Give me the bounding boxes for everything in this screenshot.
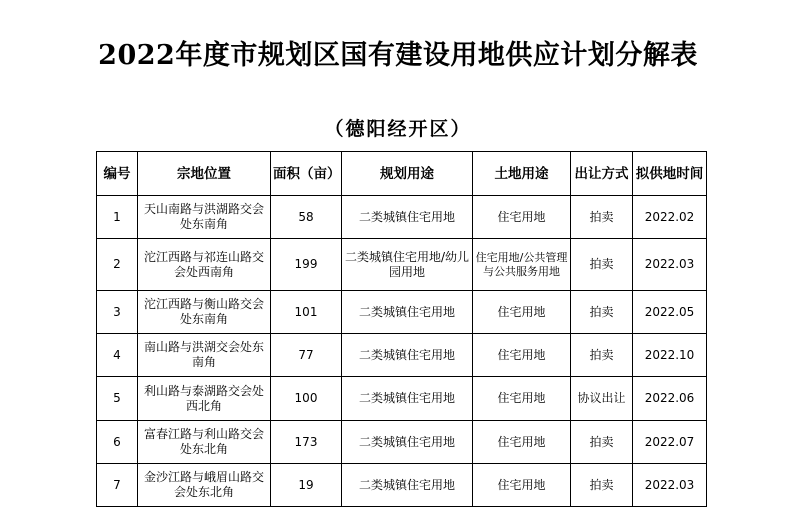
- header-no: 编号: [97, 152, 138, 196]
- cell-planning-use: 二类城镇住宅用地: [342, 196, 473, 239]
- cell-method: 拍卖: [571, 464, 633, 507]
- table-row: [97, 377, 707, 421]
- cell-area: 199: [271, 239, 342, 291]
- cell-no: 6: [97, 421, 138, 464]
- cell-method: 拍卖: [571, 239, 633, 291]
- cell-no: 7: [97, 464, 138, 507]
- table-header-row: [97, 152, 707, 196]
- cell-method: 拍卖: [571, 334, 633, 377]
- cell-location: 富春江路与利山路交会处东北角: [138, 421, 271, 464]
- header-land-use: 土地用途: [473, 152, 571, 196]
- table-row: [97, 421, 707, 464]
- header-area: 面积（亩）: [271, 152, 342, 196]
- cell-method: 拍卖: [571, 196, 633, 239]
- cell-planning-use: 二类城镇住宅用地: [342, 421, 473, 464]
- document-title: 2022年度市规划区国有建设用地供应计划分解表: [98, 40, 698, 71]
- cell-planning-use: 二类城镇住宅用地/幼儿园用地: [342, 239, 473, 291]
- cell-planning-use: 二类城镇住宅用地: [342, 464, 473, 507]
- cell-location: 南山路与洪湖交会处东南角: [138, 334, 271, 377]
- cell-location: 利山路与泰湖路交会处西北角: [138, 377, 271, 421]
- cell-no: 2: [97, 239, 138, 291]
- cell-area: 173: [271, 421, 342, 464]
- cell-area: 58: [271, 196, 342, 239]
- cell-planning-use: 二类城镇住宅用地: [342, 377, 473, 421]
- cell-land-use: 住宅用地: [473, 464, 571, 507]
- cell-land-use: 住宅用地: [473, 291, 571, 334]
- land-supply-plan-table: [96, 151, 707, 507]
- cell-time: 2022.02: [633, 196, 707, 239]
- cell-land-use: 住宅用地/公共管理与公共服务用地: [473, 239, 571, 291]
- table-row: [97, 196, 707, 239]
- cell-area: 77: [271, 334, 342, 377]
- header-planning-use: 规划用途: [342, 152, 473, 196]
- cell-method: 拍卖: [571, 421, 633, 464]
- document-subtitle: （德阳经开区）: [324, 118, 472, 140]
- cell-time: 2022.03: [633, 464, 707, 507]
- cell-location: 沱江西路与衡山路交会处东南角: [138, 291, 271, 334]
- cell-no: 4: [97, 334, 138, 377]
- cell-no: 5: [97, 377, 138, 421]
- header-location: 宗地位置: [138, 152, 271, 196]
- cell-time: 2022.10: [633, 334, 707, 377]
- cell-land-use: 住宅用地: [473, 334, 571, 377]
- cell-land-use: 住宅用地: [473, 377, 571, 421]
- cell-time: 2022.06: [633, 377, 707, 421]
- cell-time: 2022.05: [633, 291, 707, 334]
- cell-location: 沱江西路与祁连山路交会处西南角: [138, 239, 271, 291]
- cell-area: 100: [271, 377, 342, 421]
- cell-time: 2022.03: [633, 239, 707, 291]
- cell-land-use: 住宅用地: [473, 421, 571, 464]
- header-transfer-method: 出让方式: [571, 152, 633, 196]
- table-row: [97, 291, 707, 334]
- table-row: [97, 334, 707, 377]
- table-row: [97, 464, 707, 507]
- table-row: [97, 239, 707, 291]
- cell-area: 101: [271, 291, 342, 334]
- cell-area: 19: [271, 464, 342, 507]
- cell-time: 2022.07: [633, 421, 707, 464]
- header-supply-time: 拟供地时间: [633, 152, 707, 196]
- cell-no: 3: [97, 291, 138, 334]
- cell-location: 金沙江路与峨眉山路交会处东北角: [138, 464, 271, 507]
- cell-land-use: 住宅用地: [473, 196, 571, 239]
- cell-no: 1: [97, 196, 138, 239]
- cell-planning-use: 二类城镇住宅用地: [342, 334, 473, 377]
- cell-planning-use: 二类城镇住宅用地: [342, 291, 473, 334]
- cell-method: 协议出让: [571, 377, 633, 421]
- cell-method: 拍卖: [571, 291, 633, 334]
- cell-location: 天山南路与洪湖路交会处东南角: [138, 196, 271, 239]
